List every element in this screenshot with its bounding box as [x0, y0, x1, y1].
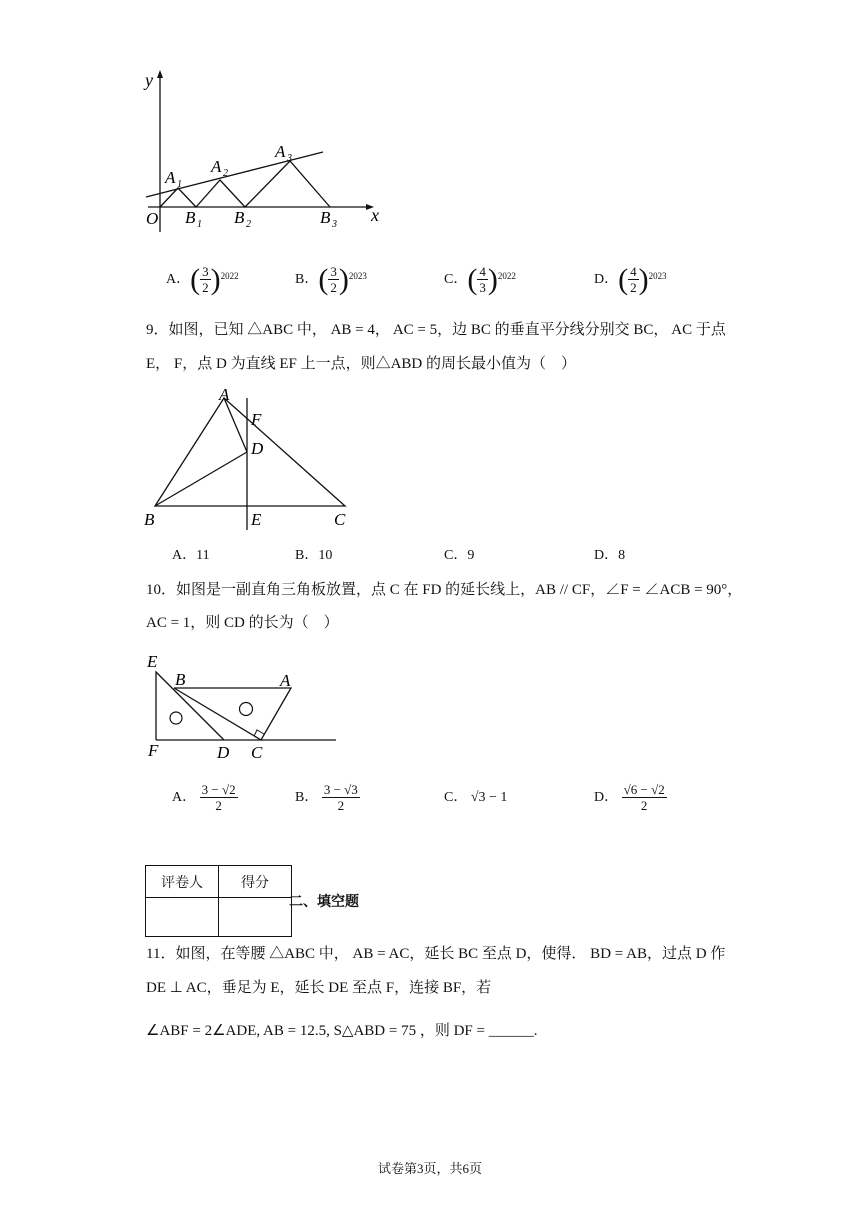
label-b3-sub: 3: [332, 219, 337, 230]
ruler-hole-left: [170, 712, 182, 724]
q10-option-a-frac: $\frac{3 - √2}{2}$: [201, 782, 236, 814]
grader-table: [145, 865, 292, 937]
score-cell[interactable]: [219, 898, 292, 937]
q9-option-d[interactable]: D．8: [594, 548, 626, 563]
q8-option-b[interactable]: B．( $\frac{3}{2}$ )$^{2023}$: [295, 262, 367, 296]
q8-option-b-frac: $\frac{3}{2}$: [330, 264, 337, 296]
label-a1: A: [165, 168, 176, 187]
q10-line1: 10．如图是一副直角三角板放置，点 C 在 FD 的延长线上，AB // CF，∠F = ∠ACB = 90°，: [146, 582, 743, 598]
q9-line1: 9．如图，已知 △ABC 中， AB = 4， AC = 5，边 BC 的垂直平分线分别交 BC， AC 于点: [146, 322, 726, 338]
label-d: D: [217, 743, 230, 762]
label-d: D: [251, 439, 264, 458]
q10-option-d-frac: $\frac{√6 - √2}{2}$: [623, 782, 665, 814]
score-header: 得分: [219, 866, 292, 898]
q10-line2: AC = 1，则 CD 的长为（ ）: [146, 615, 339, 631]
q8-option-a-frac: $\frac{3}{2}$: [202, 264, 209, 296]
q8-option-c[interactable]: C．( $\frac{4}{3}$ )$^{2022}$: [444, 262, 516, 296]
label-c: C: [334, 510, 346, 529]
q10-option-b[interactable]: B． $\frac{3 - √3}{2}$: [295, 782, 358, 814]
label-a2-sub: 2: [223, 168, 228, 179]
q9-option-b[interactable]: B．10: [295, 548, 333, 563]
label-y: y: [145, 70, 153, 90]
section-title: 二、填空题: [289, 893, 359, 909]
q10-option-d[interactable]: D． $\frac{√6 - √2}{2}$: [594, 782, 665, 814]
right-angle-mark: [254, 730, 264, 736]
q10-option-b-frac: $\frac{3 - √3}{2}$: [323, 782, 358, 814]
label-x: x: [371, 205, 379, 225]
grader-cell[interactable]: [146, 898, 219, 937]
segment-bd: [155, 452, 247, 506]
q8-option-d-frac: $\frac{4}{2}$: [630, 264, 637, 296]
label-b3: B: [320, 208, 331, 227]
q8-option-c-frac: $\frac{4}{3}$: [479, 264, 486, 296]
label-b1: B: [185, 208, 196, 227]
page-footer: 试卷第3页，共6页: [377, 1161, 482, 1176]
y-axis-arrow: [157, 70, 163, 78]
q9-option-a[interactable]: A．11: [172, 548, 210, 563]
triangle-efd: [156, 672, 224, 740]
label-b: B: [144, 510, 155, 529]
q11-line3: ∠ABF = 2∠ADE, AB = 12.5, S△ABD = 75 ，则 DF = ______.: [146, 1023, 538, 1039]
segment-ad: [224, 398, 247, 452]
label-b2-sub: 2: [246, 219, 251, 230]
q8-option-d[interactable]: D．( $\frac{4}{2}$ )$^{2023}$: [594, 262, 667, 296]
label-b: B: [175, 670, 186, 689]
label-a1-sub: 1: [177, 179, 182, 190]
q11-line2: DE ⊥ AC，垂足为 E，延长 DE 至点 F，连接 BF，若: [146, 980, 492, 996]
q9-figure: [138, 384, 363, 534]
triangle-abc: [174, 688, 291, 740]
q8-option-a[interactable]: A．( $\frac{3}{2}$ )$^{2022}$: [166, 262, 239, 296]
label-a: A: [280, 671, 291, 690]
q8-figure: [138, 66, 398, 238]
label-b1-sub: 1: [197, 219, 202, 230]
zigzag: [160, 161, 330, 207]
label-c: C: [251, 743, 263, 762]
q10-option-a[interactable]: A． $\frac{3 - √2}{2}$: [172, 782, 236, 814]
label-f: F: [148, 741, 159, 760]
label-a2: A: [211, 157, 222, 176]
q10-option-c[interactable]: C． √3 − 1: [444, 790, 508, 805]
label-e: E: [251, 510, 262, 529]
grader-header: 评卷人: [146, 866, 219, 898]
q10-figure: [140, 650, 340, 764]
label-a: A: [219, 385, 230, 404]
q11-line1: 11．如图，在等腰 △ABC 中， AB = AC，延长 BC 至点 D，使得． BD = AB，过点 D 作: [146, 946, 726, 962]
label-e: E: [147, 652, 158, 671]
ruler-hole-right: [240, 703, 253, 716]
label-o: O: [146, 209, 159, 228]
q9-line2: E， F，点 D 为直线 EF 上一点，则△ABD 的周长最小值为（ ）: [146, 356, 577, 372]
label-f: F: [251, 410, 262, 429]
label-a3: A: [275, 142, 286, 161]
label-b2: B: [234, 208, 245, 227]
label-a3-sub: 3: [287, 153, 292, 164]
q9-option-c[interactable]: C．9: [444, 548, 475, 563]
